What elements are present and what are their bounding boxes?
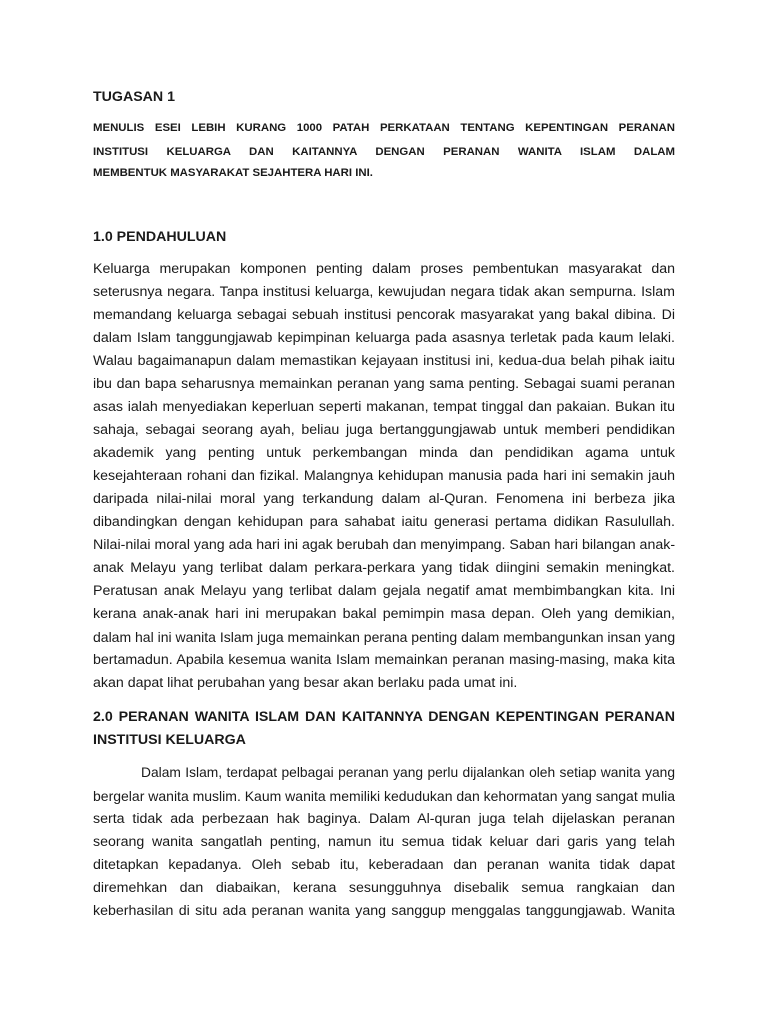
paragraph-line: kesejahteraan rohani dan fizikal. Malangnya kehidupan manusia pada hari ini semakin jauh bbox=[93, 468, 675, 484]
paragraph-line: serta tidak ada perbezaan hak baginya. Dalam Al-quran juga telah dijelaskan peranan bbox=[93, 811, 675, 827]
paragraph-line: bergelar wanita muslim. Kaum wanita memiliki kedudukan dan kehormatan yang sangat mulia bbox=[93, 788, 676, 804]
document-title: TUGASAN 1 bbox=[93, 89, 175, 105]
paragraph-line: memandang keluarga sebagai sebuah institusi pencorak masyarakat yang bakal dibina. Di bbox=[93, 307, 675, 323]
paragraph-line: dalam Islam tanggungjawab kepimpinan keluarga pada asasnya terletak pada kaum lelaki. bbox=[93, 330, 675, 346]
paragraph-line: anak Melayu yang terlibat dalam perkara-perkara yang tidak diingini semakin meningkat. bbox=[93, 560, 675, 576]
paragraph-line: dibandingkan dengan kehidupan para sahabat iaitu generasi pertama didikan Rasulullah. bbox=[93, 514, 675, 530]
task-line: INSTITUSI KELUARGA DAN KAITANNYA DENGAN PERANAN WANITA ISLAM DALAM bbox=[93, 146, 675, 158]
paragraph-line: daripada nilai-nilai moral yang terkandung dalam al-Quran. Fenomena ini berbeza jika bbox=[93, 491, 675, 507]
paragraph-line: ibu dan bapa seharusnya memainkan peranan yang sama penting. Sebagai suami peranan bbox=[93, 376, 675, 392]
paragraph-line: diremehkan dan diabaikan, kerana sesungguhnya disebalik semua rangkaian dan bbox=[93, 880, 675, 896]
paragraph-line: seorang wanita sangatlah penting, namun itu semua tidak keluar dari garis yang telah bbox=[93, 834, 675, 850]
paragraph-line: asas ialah menyediakan keperluan seperti makanan, tempat tinggal dan pakaian. Bukan itu bbox=[93, 399, 675, 415]
paragraph-line: keberhasilan di situ ada peranan wanita yang sanggup menggalas tanggungjawab. Wanita bbox=[93, 903, 675, 919]
paragraph-line: Walau bagaimanapun dalam memastikan kejayaan institusi ini, kedua-dua belah pihak iaitu bbox=[93, 353, 675, 369]
paragraph-line: bertamadun. Apabila kesemua wanita Islam memainkan peranan masing-masing, maka kita bbox=[93, 652, 675, 668]
paragraph-line: akademik yang penting untuk perkembangan minda dan pendidikan agama untuk bbox=[93, 445, 675, 461]
paragraph-line: seterusnya negara. Tanpa institusi keluarga, kewujudan negara tidak akan sempurna. Islam bbox=[93, 284, 675, 300]
paragraph-line: sahaja, sebagai seorang ayah, beliau juga bertanggungjawab untuk memberi pendidikan bbox=[93, 422, 675, 438]
task-line: MENULIS ESEI LEBIH KURANG 1000 PATAH PERKATAAN TENTANG KEPENTINGAN PERANAN bbox=[93, 122, 675, 134]
section-heading-2: 2.0 PERANAN WANITA ISLAM DAN KAITANNYA DENGAN KEPENTINGAN PERANAN bbox=[93, 709, 675, 725]
paragraph-line: kerana anak-anak hari ini merupakan bakal pemimpin masa depan. Oleh yang demikian, bbox=[93, 606, 675, 622]
paragraph-line: Peratusan anak Melayu yang terlibat dalam gejala negatif amat membimbangkan kita. Ini bbox=[93, 583, 675, 599]
paragraph-line: Keluarga merupakan komponen penting dalam proses pembentukan masyarakat dan bbox=[93, 261, 675, 277]
paragraph-line: ditetapkan kepadanya. Oleh sebab itu, keberadaan dan peranan wanita tidak dapat bbox=[93, 857, 675, 873]
paragraph-line: Dalam Islam, terdapat pelbagai peranan yang perlu dijalankan oleh setiap wanita yang bbox=[141, 765, 675, 780]
section-heading-1: 1.0 PENDAHULUAN bbox=[93, 229, 227, 245]
task-line: MEMBENTUK MASYARAKAT SEJAHTERA HARI INI. bbox=[93, 167, 373, 179]
paragraph-line: Nilai-nilai moral yang ada hari ini agak berubah dan menyimpang. Saban hari bilangan anak- bbox=[93, 537, 676, 553]
paragraph-line: dalam hal ini wanita Islam juga memainkan perana penting dalam membangunkan insan yang bbox=[93, 629, 676, 645]
paragraph-line: akan dapat lihat perubahan yang besar akan berlaku pada umat ini. bbox=[93, 675, 518, 691]
section-heading-2-continued: INSTITUSI KELUARGA bbox=[93, 732, 246, 748]
